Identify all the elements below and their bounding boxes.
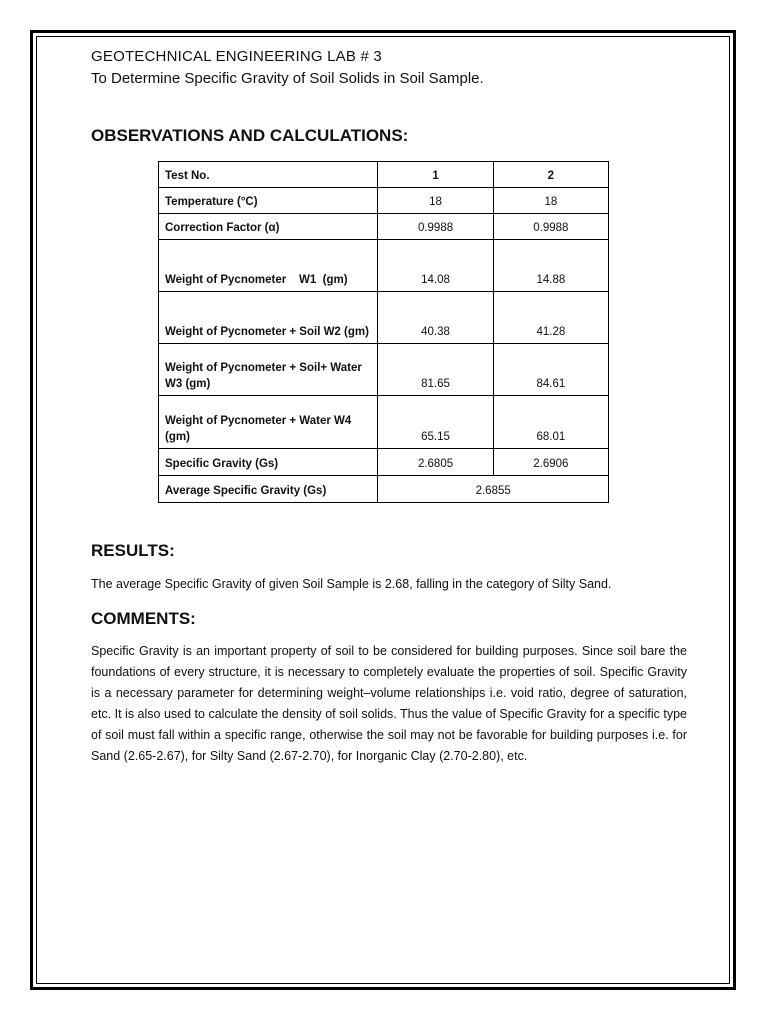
table-row — [159, 396, 609, 449]
test-1-value: 2.6805 — [378, 449, 493, 476]
row-label: Weight of Pycnometer + Soil+ Water W3 (gm) — [159, 344, 378, 396]
test-1-value: 14.08 — [378, 240, 493, 292]
results-heading: RESULTS: — [91, 541, 175, 560]
row-label: Correction Factor (α) — [159, 214, 378, 240]
row-label: Weight of Pycnometer W1 (gm) — [159, 240, 378, 292]
test-2-value: 18 — [493, 188, 608, 214]
observations-table — [158, 161, 609, 503]
table-row — [159, 214, 609, 240]
table-row — [159, 292, 609, 344]
table-row — [159, 188, 609, 214]
test-1-value: 0.9988 — [378, 214, 493, 240]
test-1-value: 40.38 — [378, 292, 493, 344]
test-1-value: 81.65 — [378, 344, 493, 396]
test-2-value: 84.61 — [493, 344, 608, 396]
table-row — [159, 162, 609, 188]
observations-heading: OBSERVATIONS AND CALCULATIONS: — [91, 126, 409, 145]
table-row — [159, 449, 609, 476]
row-label: Test No. — [159, 162, 378, 188]
average-value: 2.6855 — [378, 476, 609, 503]
row-label: Temperature (°C) — [159, 188, 378, 214]
test-2-value: 14.88 — [493, 240, 608, 292]
test-1-value: 65.15 — [378, 396, 493, 449]
row-label: Weight of Pycnometer + Soil W2 (gm) — [159, 292, 378, 344]
row-label: Average Specific Gravity (Gs) — [159, 476, 378, 503]
comments-heading: COMMENTS: — [91, 609, 196, 628]
lab-title: GEOTECHNICAL ENGINEERING LAB # 3 — [91, 48, 382, 65]
test-2-value: 2 — [493, 162, 608, 188]
test-1-value: 18 — [378, 188, 493, 214]
table-row — [159, 240, 609, 292]
comments-text: Specific Gravity is an important property of soil to be considered for building purposes. Since soil bare the foundations of every structure, it is necessary to completely evaluate the properties of soil. Specific Gravity is a necessary parameter for determining weight–volume relationships i.e. void ratio, degree of saturation, etc. It is also used to calculate the density of soil solids. Thus the value of Specific Gravity for a specific type of soil must fall within a specific range, otherwise the soil may not be favorable for building purposes i.e. for Sand (2.65-2.67), for Silty Sand (2.67-2.70), for Inorganic Clay (2.70-2.80), etc. — [91, 644, 687, 763]
test-2-value: 2.6906 — [493, 449, 608, 476]
lab-subtitle: To Determine Specific Gravity of Soil Solids in Soil Sample. — [91, 70, 484, 87]
table-row — [159, 476, 609, 503]
row-label: Specific Gravity (Gs) — [159, 449, 378, 476]
test-1-value: 1 — [378, 162, 493, 188]
test-2-value: 0.9988 — [493, 214, 608, 240]
test-2-value: 41.28 — [493, 292, 608, 344]
table-row — [159, 344, 609, 396]
test-2-value: 68.01 — [493, 396, 608, 449]
row-label: Weight of Pycnometer + Water W4 (gm) — [159, 396, 378, 449]
results-text: The average Specific Gravity of given Soil Sample is 2.68, falling in the category of Silty Sand. — [91, 577, 612, 591]
